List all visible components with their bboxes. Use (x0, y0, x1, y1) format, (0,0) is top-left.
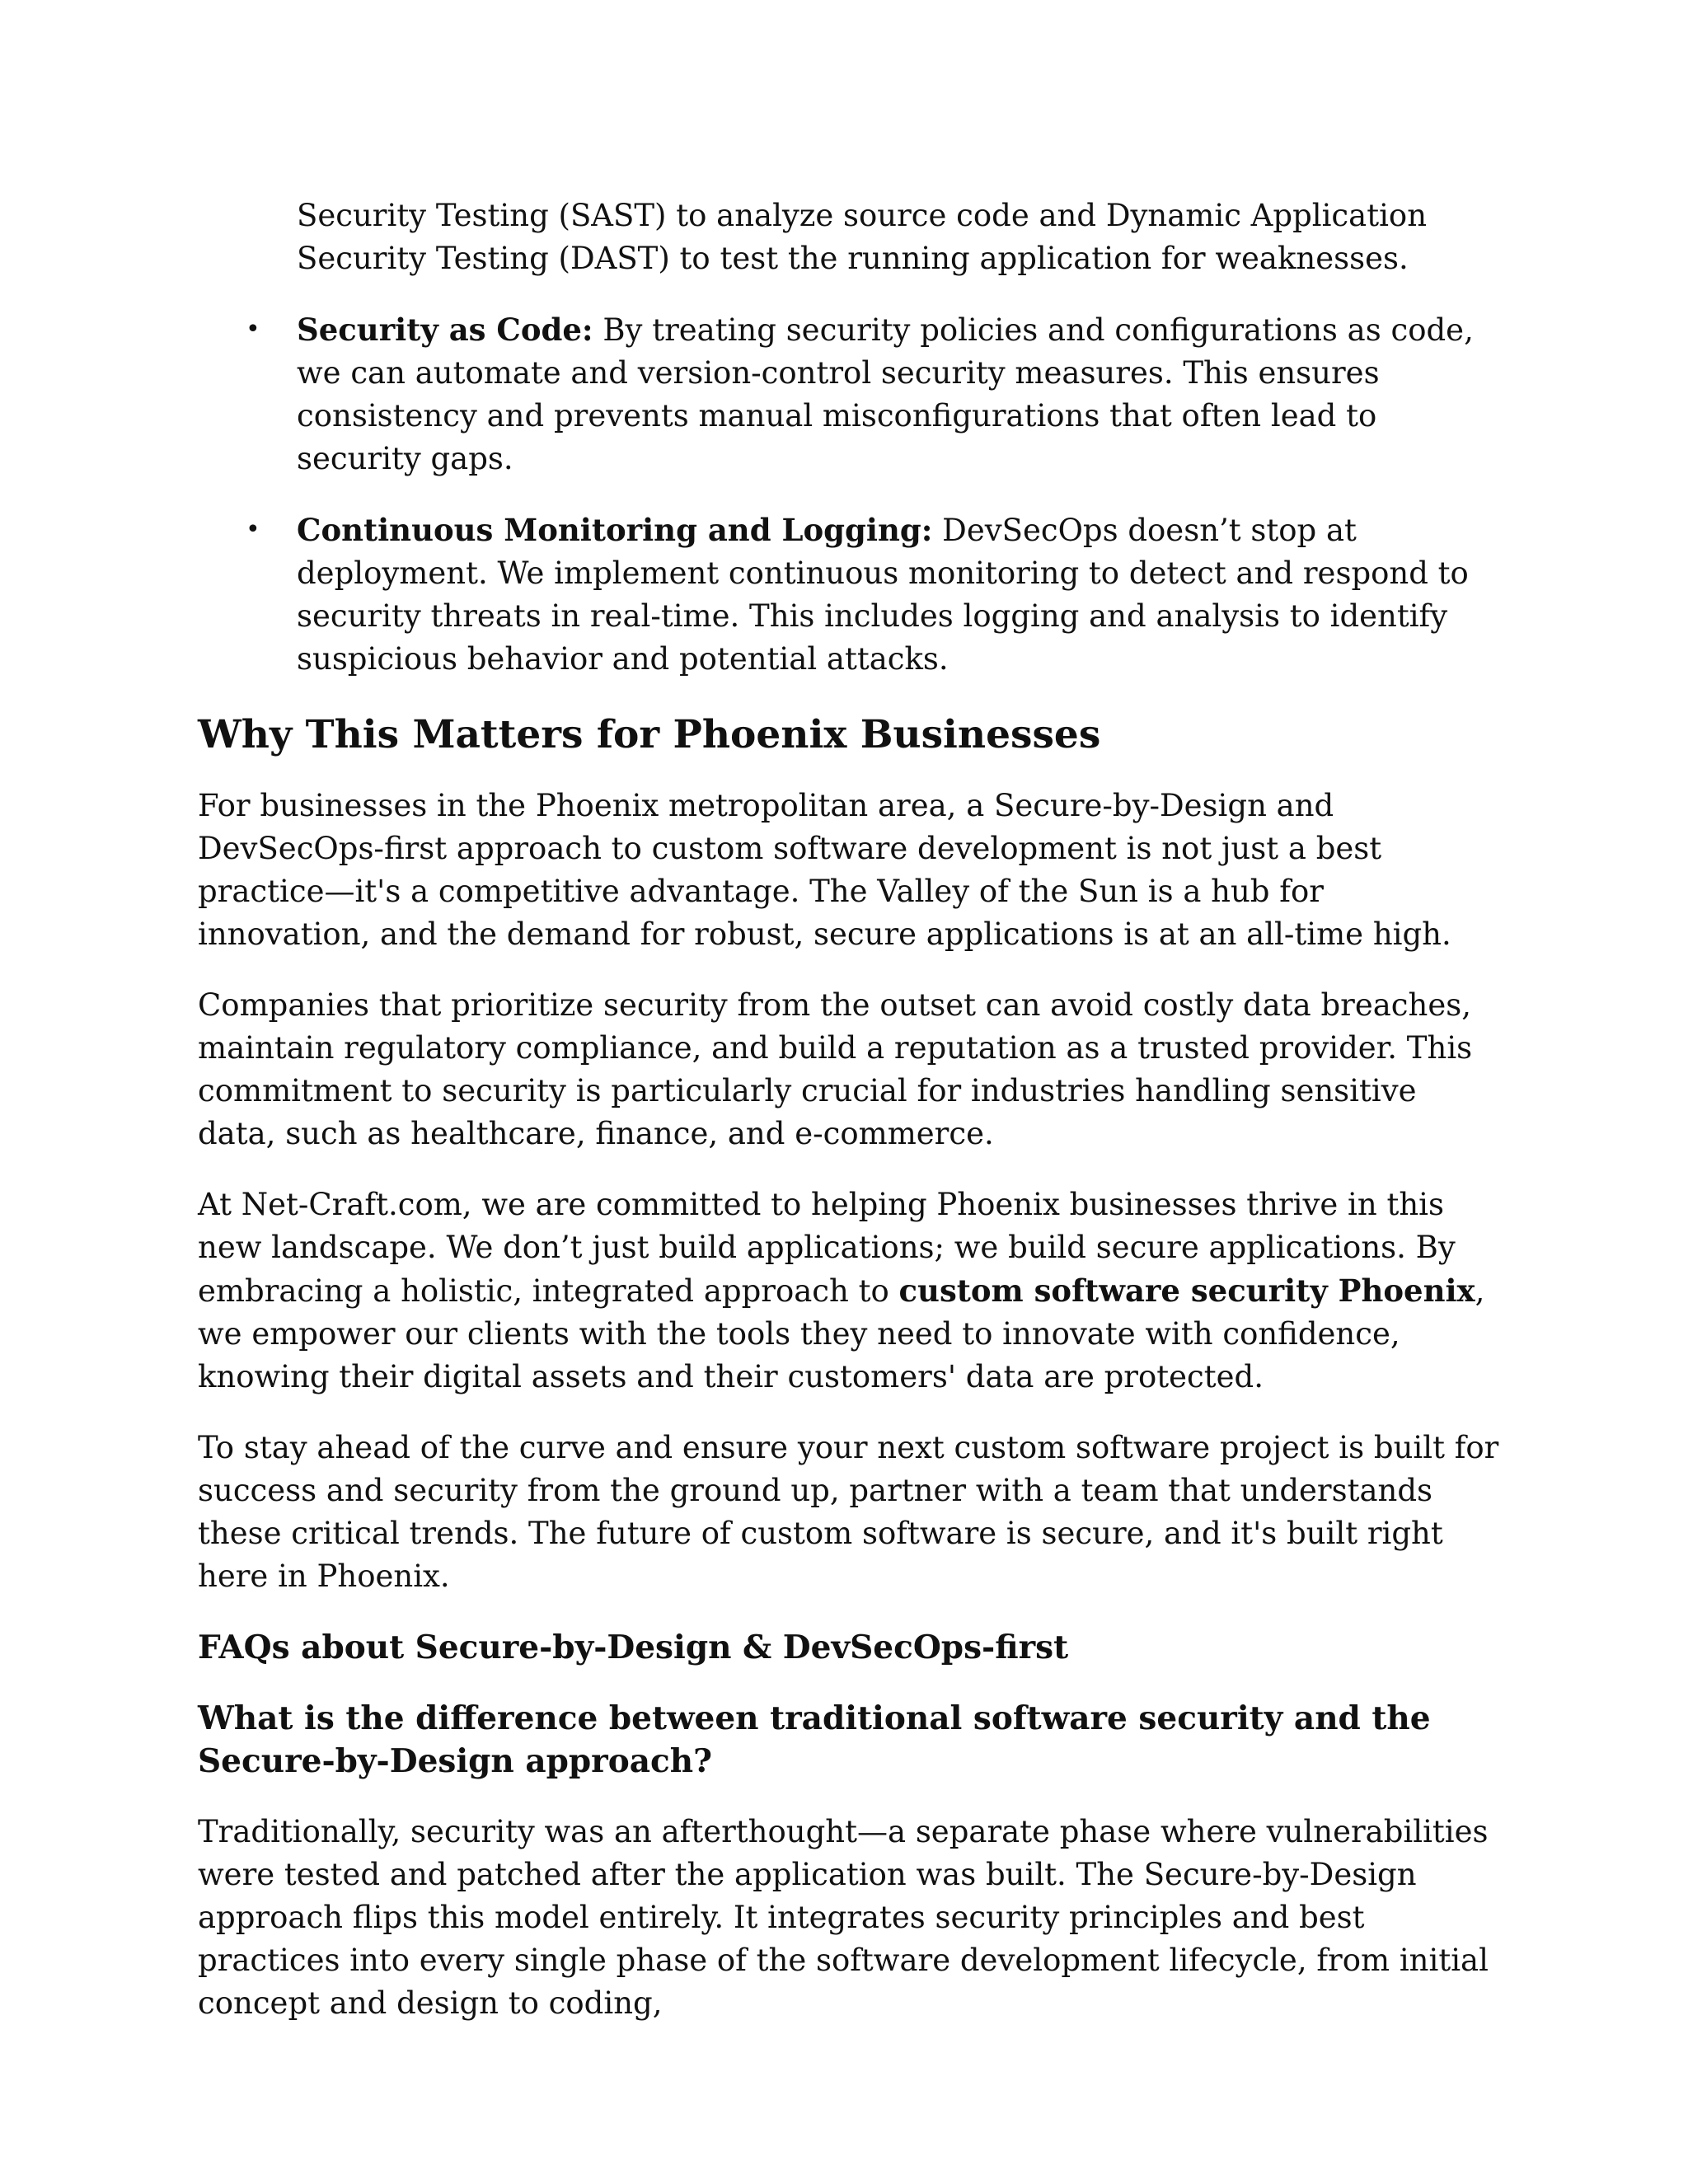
section-heading: Why This Matters for Phoenix Businesses (198, 712, 1101, 757)
faq-answer: Traditionally, security was an afterthought—a separate phase where vulnerabilities were tested and patched after the application was built. The Secure-by-Design approach flips this model entirely. It integrates security principles and best practices into every single phase of the software development lifecycle, from initial concept and design to coding, (198, 1814, 1489, 2021)
paragraph-prioritize-security: Companies that prioritize security from the outset can avoid costly data breaches, maintain regulatory compliance, and build a reputation as a trusted provider. This commitment to security is particularly crucial for industries handling sensitive data, such as healthcare, finance, and e-commerce. (198, 987, 1473, 1151)
bullet-text: DevSecOps doesn’t stop at deployment. We implement continuous monitoring to detect and respond to security threats in real-time. This includes logging and analysis to identify suspicious behavior and potential attacks. (297, 513, 1469, 677)
paragraph-net-craft (198, 1183, 1500, 1399)
list-item-continuous-monitoring (198, 509, 1500, 681)
intro-continuation: Security Testing (SAST) to analyze source code and Dynamic Application Security Testing (DAST) to test the running application for weaknesses. (297, 198, 1428, 276)
paragraph-text: At Net-Craft.com, we are committed to helping Phoenix businesses thrive in this new landscape. We don’t just build applications; we build secure applications. By embracing a holistic, integrated approach to (198, 1187, 1456, 1309)
paragraph-phoenix-advantage: For businesses in the Phoenix metropolitan area, a Secure-by-Design and DevSecOps-first approach to custom software development is not just a best practice—it's a competitive advantage. The Valley of the Sun is a hub for innovation, and the demand for robust, secure applications is at an all-time high. (198, 788, 1451, 952)
document-page (198, 194, 1500, 2053)
bullet-marker: • (246, 315, 260, 344)
faq-question: What is the difference between traditional software security and the Secure-by-Design approach? (198, 1699, 1431, 1780)
keyword-highlight: custom software security Phoenix (898, 1272, 1475, 1309)
bullet-term: Security as Code: (297, 312, 593, 348)
paragraph-stay-ahead: To stay ahead of the curve and ensure your next custom software project is built for success and security from the ground up, partner with a team that understands these critical trends. The future of custom software is secure, and it's built right here in Phoenix. (198, 1430, 1499, 1594)
bullet-list (198, 308, 1500, 681)
bullet-marker: • (246, 515, 260, 544)
paragraph-text: , we empower our clients with the tools they need to innovate with confidence, knowing their digital assets and their customers' data are protected. (198, 1273, 1485, 1394)
bullet-term: Continuous Monitoring and Logging: (297, 512, 933, 548)
list-item-security-as-code (198, 308, 1500, 480)
faq-heading: FAQs about Secure-by-Design & DevSecOps-first (198, 1629, 1069, 1666)
bullet-text: By treating security policies and configurations as code, we can automate and version-control security measures. This ensures consistency and prevents manual misconfigurations that often lead to security gaps. (297, 312, 1474, 476)
